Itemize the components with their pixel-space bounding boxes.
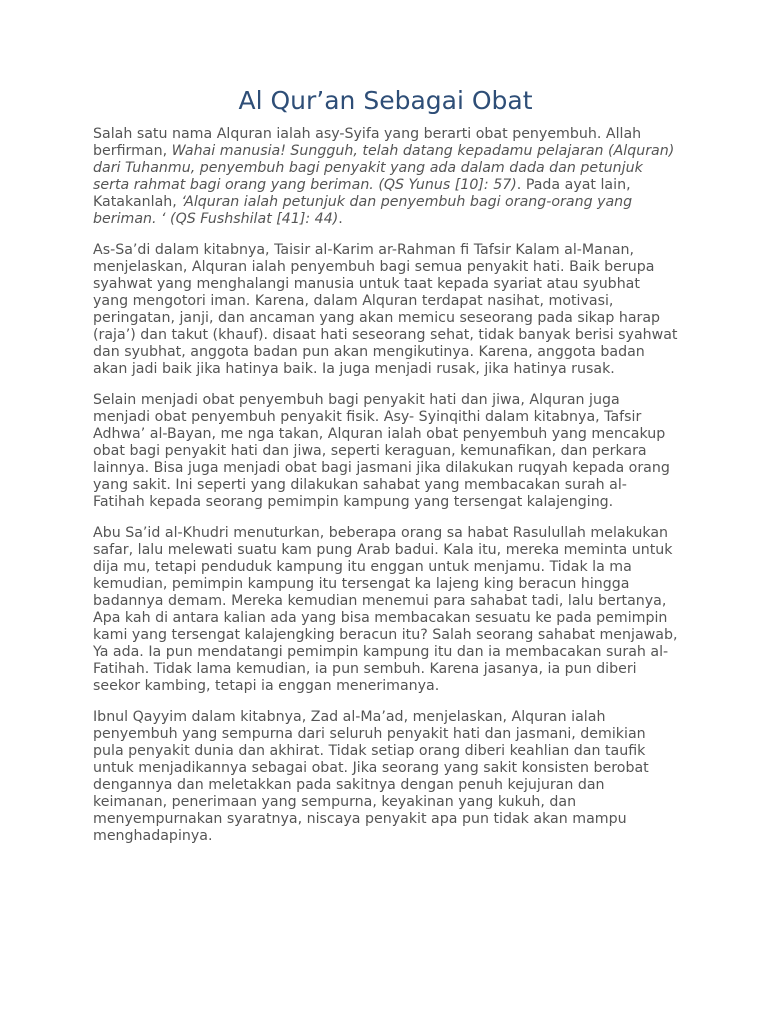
paragraph-1-text-a: Salah satu nama Alquran ialah asy-Syifa yang berarti obat penyembuh. Allah berfirman,: [93, 126, 642, 159]
paragraph-1-text-e: .: [338, 211, 343, 227]
paragraph-1: [93, 126, 678, 228]
paragraph-3: Selain menjadi obat penyembuh bagi penyakit hati dan jiwa, Alquran juga menjadi obat penyembuh penyakit fisik. Asy- Syinqithi dalam kitabnya, Tafsir Adhwa’ al-Bayan, me nga takan, Alquran ialah obat penyembuh yang mencakup obat bagi penyakit hati dan jiwa, seperti keraguan, kemunafikan, dan perkara lainnya. Bisa juga menjadi obat bagi jasmani jika dilakukan ruqyah kepada orang yang sakit. Ini seperti yang dilakukan sahabat yang membacakan surah al-Fatihah kepada seorang pemimpin kampung yang tersengat kalajenging.: [93, 392, 670, 510]
document-title: Al Qur’an Sebagai Obat: [238, 86, 533, 115]
quote-yunus: Wahai manusia! Sungguh, telah datang kepadamu pelajaran (Alquran) dari Tuhanmu, penyembuh bagi penyakit yang ada dalam dada dan petunjuk serta rahmat bagi orang yang beriman. (QS Yunus [10]: 57): [93, 143, 675, 193]
paragraph-5: Ibnul Qayyim dalam kitabnya, Zad al-Ma’ad, menjelaskan, Alquran ialah penyembuh yang sempurna dari seluruh penyakit hati dan jasmani, demikian pula penyakit dunia dan akhirat. Tidak setiap orang diberi keahlian dan taufik untuk menjadikannya sebagai obat. Jika seorang yang sakit konsisten berobat dengannya dan meletakkan pada sakitnya dengan penuh kejujuran dan keimanan, penerimaan yang sempurna, keyakinan yang kukuh, dan menyempurnakan syaratnya, niscaya penyakit apa pun tidak akan mampu menghadapinya.: [93, 709, 649, 844]
paragraph-4: Abu Sa’id al-Khudri menuturkan, beberapa orang sa habat Rasulullah melakukan safar, lalu melewati suatu kam pung Arab badui. Kala itu, mereka meminta untuk dija mu, tetapi penduduk kampung itu enggan untuk menjamu. Tidak la ma kemudian, pemimpin kampung itu tersengat ka lajeng king beracun hingga badannya demam. Mereka kemudian menemui para sahabat tadi, lalu bertanya, Apa kah di antara kalian ada yang bisa membacakan sesuatu ke pada pemimpin kami yang tersengat kalajengking beracun itu? Salah seorang sahabat menjawab, Ya ada. Ia pun mendatangi pemimpin kampung itu dan ia membacakan surah al-Fatihah. Tidak lama kemudian, ia pun sembuh. Karena jasanya, ia pun diberi seekor kambing, tetapi ia enggan menerimanya.: [93, 525, 678, 694]
document-page: [93, 84, 678, 859]
paragraph-2: As-Sa’di dalam kitabnya, Taisir al-Karim ar-Rahman fi Tafsir Kalam al-Manan, menjelaskan, Alquran ialah penyembuh bagi semua penyakit hati. Baik berupa syahwat yang menghalangi manusia untuk taat kepada syariat atau syubhat yang mengotori iman. Karena, dalam Alquran terdapat nasihat, motivasi, peringatan, janji, dan ancaman yang akan memicu seseorang pada sikap harap (raja’) dan takut (khauf). disaat hati seseorang sehat, tidak banyak berisi syahwat dan syubhat, anggota badan pun akan mengikutinya. Karena, anggota badan akan jadi baik jika hatinya baik. Ia juga menjadi rusak, jika hatinya rusak.: [93, 242, 678, 377]
quote-fushshilat: ‘Alquran ialah petunjuk dan penyembuh bagi orang-orang yang beriman. ‘ (QS Fushshilat [41]: 44): [93, 194, 633, 227]
paragraph-1-text-c: . Pada ayat lain, Katakanlah,: [93, 177, 631, 210]
